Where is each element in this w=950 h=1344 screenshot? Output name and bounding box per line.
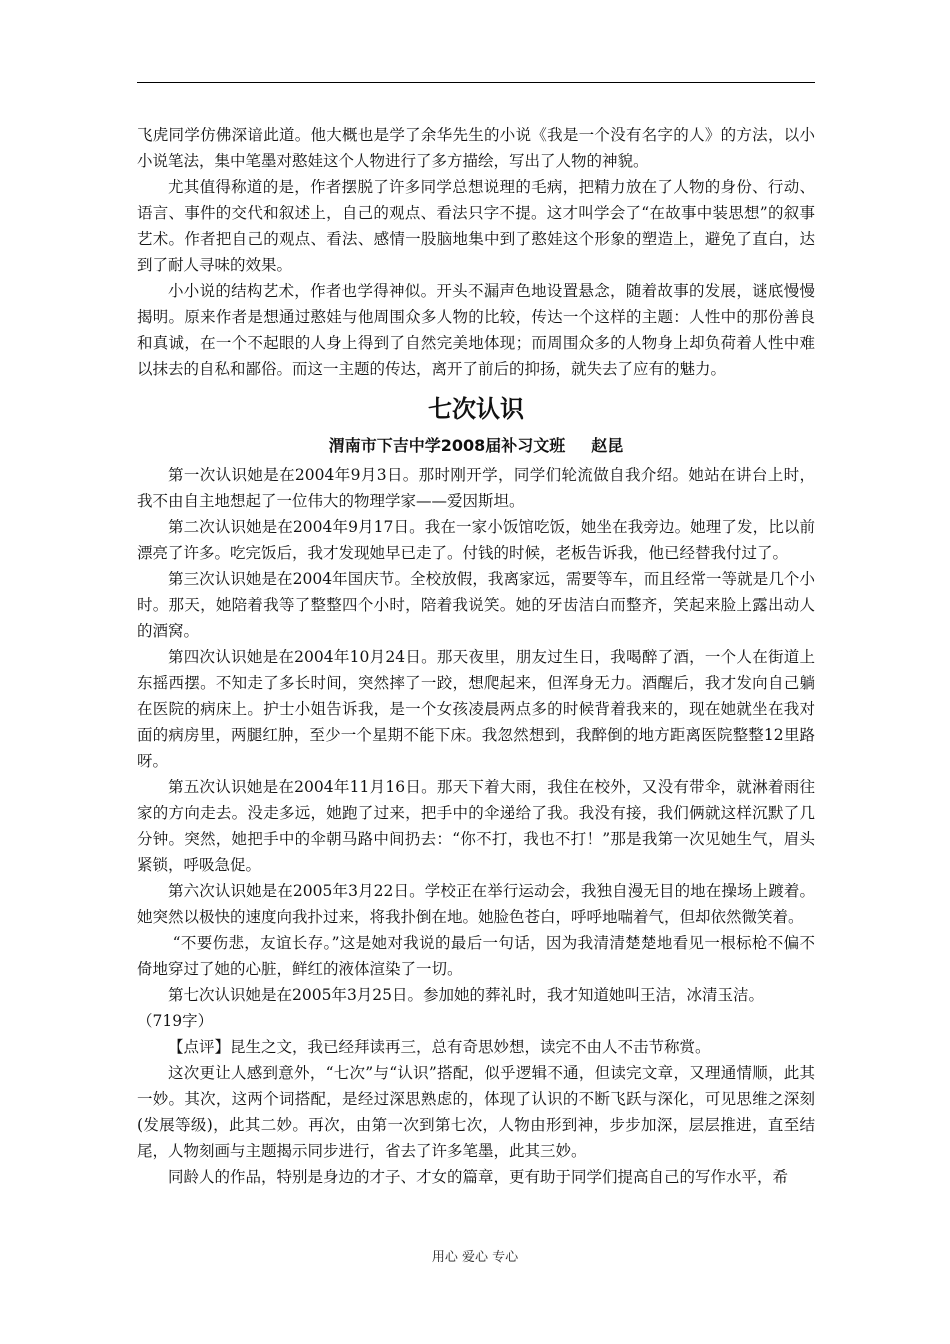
article-word-count: （719字） (137, 1012, 214, 1030)
article-byline (137, 432, 815, 460)
paragraph-top-2: 尤其值得称道的是，作者摆脱了许多同学总想说理的毛病，把精力放在了人物的身份、行动、语言、事件的交代和叙述上，自己的观点、看法只字不提。这才叫学会了“在故事中装思想”的叙事艺术。作者把自己的观点、看法、感情一股脑地集中到了憨娃这个形象的塑造上，避免了直白，达到了耐人寻味的效果。 (137, 178, 815, 274)
article-paragraph-1: 第一次认识她是在2004年9月3日。那时刚开学，同学们轮流做自我介绍。她站在讲台上时，我不由自主地想起了一位伟大的物理学家——爱因斯坦。 (137, 466, 815, 510)
review-label: 【点评】 (168, 1038, 231, 1056)
article-quote-paragraph: “不要伤悲，友谊长存。”这是她对我说的最后一句话，因为我清清楚楚地看见一根标枪不偏不倚地穿过了她的心脏，鲜红的液体渲染了一切。 (137, 934, 815, 978)
page-content (137, 122, 815, 1190)
article-last-paragraph: 第七次认识她是在2005年3月25日。参加她的葬礼时，我才知道她叫王洁，冰清玉洁。 (168, 986, 765, 1004)
article-paragraph-4: 第四次认识她是在2004年10月24日。那天夜里，朋友过生日，我喝醉了酒，一个人在街道上东摇西摆。不知走了多长时间，突然摔了一跤，想爬起来，但浑身无力。酒醒后，我才发向自己躺在医院的病床上。护士小姐告诉我，是一个女孩凌晨两点多的时候背着我来的，现在她就坐在我对面的病房里，两腿红肿，至少一个星期不能下床。我忽然想到，我醉倒的地方距离医院整整12里路呀。 (137, 648, 815, 770)
article-paragraph-2: 第二次认识她是在2004年9月17日。我在一家小饭馆吃饭，她坐在我旁边。她理了发，比以前漂亮了许多。吃完饭后，我才发现她早已走了。付钱的时候，老板告诉我，他已经替我付过了。 (137, 518, 815, 562)
review-intro: 昆生之文，我已经拜读再三，总有奇思妙想，读完不由人不击节称赏。 (230, 1038, 711, 1056)
article-paragraph-5: 第五次认识她是在2004年11月16日。那天下着大雨，我住在校外，又没有带伞，就淋着雨往家的方向走去。没走多远，她跑了过来，把手中的伞递给了我。我没有接，我们俩就这样沉默了几分钟。突然，她把手中的伞朝马路中间扔去：“你不打，我也不打！”那是我第一次见她生气，眉头紧锁，呼吸急促。 (137, 778, 815, 874)
paragraph-top-1: 飞虎同学仿佛深谙此道。他大概也是学了余华先生的小说《我是一个没有名字的人》的方法，以小小说笔法，集中笔墨对憨娃这个人物进行了多方描绘，写出了人物的神貌。 (137, 126, 815, 170)
article-title: 七次认识 (428, 395, 524, 423)
article-school: 渭南市下吉中学2008届补习文班 (328, 436, 566, 455)
review-paragraph-1: 这次更让人感到意外，“七次”与“认识”搭配，似乎逻辑不通，但读完文章，又理通情顺，此其一妙。其次，这两个词搭配，是经过深思熟虑的，体现了认识的不断飞跃与深化，可见思维之深刻(发展等级)，此其二妙。再次，由第一次到第七次，人物由形到神，步步加深，层层推进，直至结尾，人物刻画与主题揭示同步进行，省去了许多笔墨，此其三妙。 (137, 1064, 815, 1160)
page-footer: 用心 爱心 专心 (431, 1250, 519, 1265)
article-paragraph-3: 第三次认识她是在2004年国庆节。全校放假，我离家远，需要等车，而且经常一等就是几个小时。那天，她陪着我等了整整四个小时，陪着我说笑。她的牙齿洁白而整齐，笑起来脸上露出动人的酒窝。 (137, 570, 815, 640)
review-paragraph-2: 同龄人的作品，特别是身边的才子、才女的篇章，更有助于同学们提高自己的写作水平，希 (168, 1168, 789, 1186)
header-rule (137, 82, 815, 83)
review-intro-paragraph (137, 1034, 815, 1060)
paragraph-top-3: 小小说的结构艺术，作者也学得神似。开头不漏声色地设置悬念，随着故事的发展，谜底慢慢揭明。原来作者是想通过憨娃与他周围众多人物的比较，传达一个这样的主题：人性中的那份善良和真诚，在一个不起眼的人身上得到了自然完美地体现；而周围众多的人物身上却负荷着人性中难以抹去的自私和鄙俗。而这一主题的传达，离开了前后的抑扬，就失去了应有的魅力。 (137, 282, 815, 378)
article-author: 赵昆 (591, 436, 624, 455)
article-paragraph-6: 第六次认识她是在2005年3月22日。学校正在举行运动会，我独自漫无目的地在操场上踱着。她突然以极快的速度向我扑过来，将我扑倒在地。她脸色苍白，呼呼地喘着气，但却依然微笑着。 (137, 882, 815, 926)
